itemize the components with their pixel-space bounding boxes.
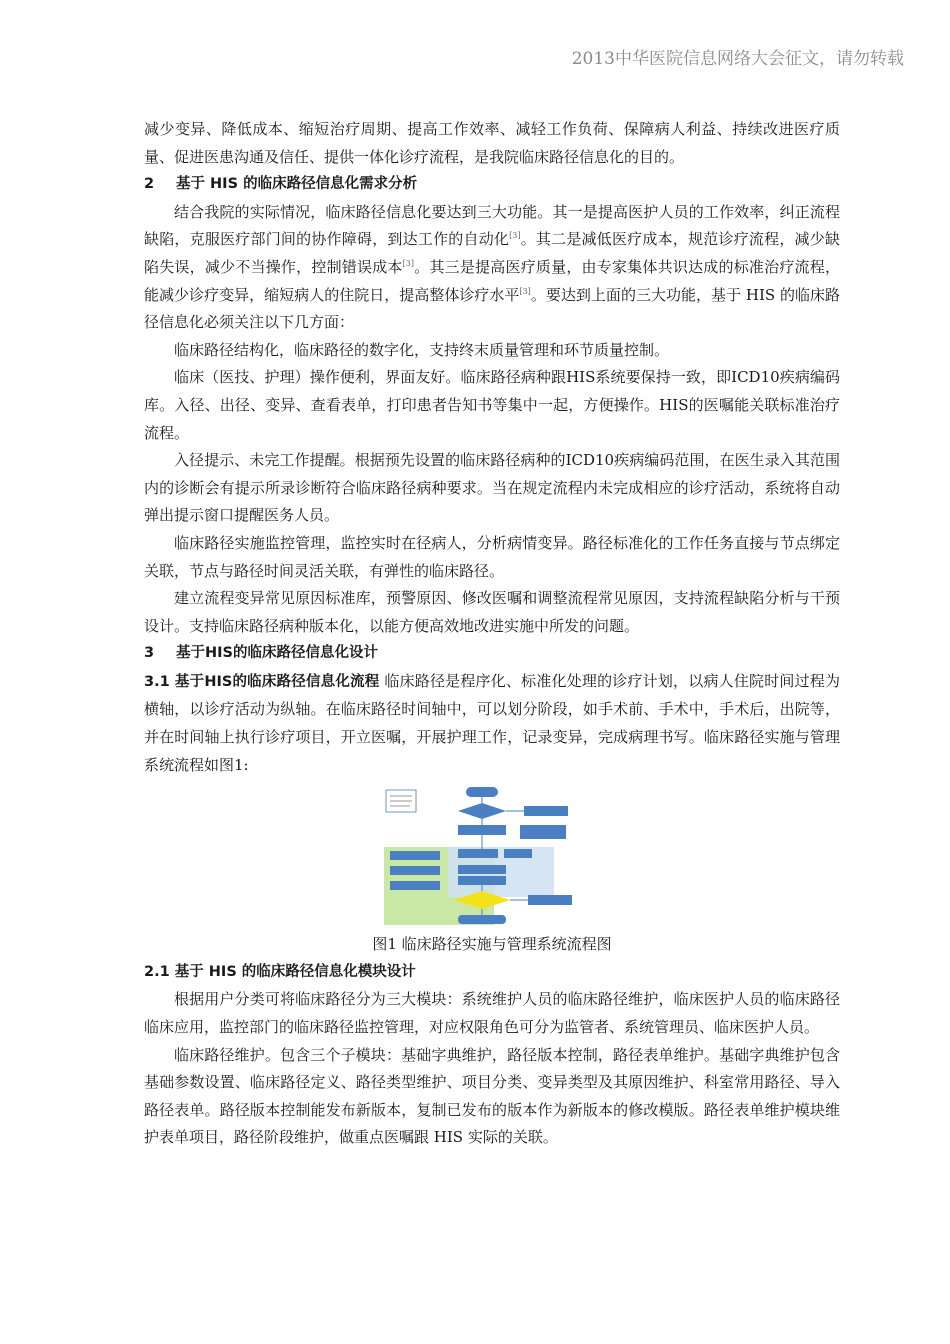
citation: [3] [402, 258, 414, 268]
subsection-title: 3.1 基于HIS的临床路径信息化流程 [144, 673, 380, 690]
paragraph-modules: 根据用户分类可将临床路径分为三大模块：系统维护人员的临床路径维护，临床医护人员的临床路径临床应用，监控部门的临床路径监控管理，对应权限角色可分为监管者、系统管理员、临床医护人员。 [144, 990, 840, 1037]
text-run: 。要达到上面的三大功能，基于 HIS 的临床路径信息化必须关注以下几方面： [144, 285, 840, 332]
subsection-2-1-heading: 2.1 基于 HIS 的临床路径信息化模块设计 [144, 963, 416, 980]
paragraph-variance: 建立流程变异常见原因标准库，预警原因、修改医嘱和调整流程常见原因，支持流程缺陷分析与干预设计。支持临床路径病种版本化，以能方便高效地改进实施中所发的问题。 [144, 589, 840, 635]
paragraph-monitoring: 临床路径实施监控管理，监控实时在径病人，分析病情变异。路径标准化的工作任务直接与节点绑定关联，节点与路径时间灵活关联，有弹性的临床路径。 [144, 533, 840, 580]
section-2-heading [144, 171, 840, 199]
section-title: 基于HIS的临床路径信息化设计 [176, 645, 378, 662]
page-header: 2013中华医院信息网络大会征文，请勿转载 [571, 49, 904, 69]
paragraph-reminders: 入径提示、未完工作提醒。根据预先设置的临床路径病种的ICD10疾病编码范围，在医生录入其范围内的诊断会有提示所录诊断符合临床路径病种要求。当在规定流程内未完成相应的诊疗活动，系统将自动弹出提示窗口提醒医务人员。 [144, 451, 840, 525]
paragraph-requirements [144, 199, 840, 337]
text-run: 。其二是减低医疗成本，规范诊疗流程，减少缺陷失误，减少不当操作，控制错误成本 [144, 230, 840, 276]
paragraph-maintenance: 临床路径维护。包含三个子模块：基础字典维护，路径版本控制，路径表单维护。基础字典维护包含基础参数设置、临床路径定义、路径类型维护、项目分类、变异类型及其原因维护、科室常用路径、导入路径表单。路径版本控制能发布新版本，复制已发布的版本作为新版本的修改模版。路径表单维护模块维护表单项目，路径阶段维护，做重点医嘱跟 HIS 实际的关联。 [144, 1045, 840, 1147]
flowchart-figure [384, 785, 594, 927]
intro-paragraph: 减少变异、降低成本、缩短治疗周期、提高工作效率、减轻工作负荷、保障病人利益、持续改进医疗质量、促进医患沟通及信任、提供一体化诊疗流程，是我院临床路径信息化的目的。 [144, 120, 840, 166]
text-run: 。其三是提高医疗质量，由专家集体共识达成的标准治疗流程，能减少诊疗变异，缩短病人的住院日，提高整体诊疗水平 [144, 257, 840, 304]
section-number: 2 [144, 176, 155, 193]
citation: [3] [519, 286, 531, 296]
citation: [3] [509, 231, 521, 241]
section-3-heading [144, 640, 840, 668]
paragraph-structured: 临床路径结构化，临床路径的数字化，支持终末质量管理和环节质量控制。 [174, 340, 670, 359]
text-run: 结合我院的实际情况，临床路径信息化要达到三大功能。其一是提高医护人员的工作效率，纠正流程缺陷，克服医疗部门间的协作障碍，到达工作的自动化 [144, 202, 840, 249]
paragraph-usability: 临床（医技、护理）操作便利，界面友好。临床路径病种跟HIS系统要保持一致，即ICD10疾病编码库。入径、出径、变异、查看表单，打印患者告知书等集中一起，方便操作。HIS的医嘱能关联标准治疗流程。 [144, 368, 840, 442]
section-title: 基于 HIS 的临床路径信息化需求分析 [176, 176, 418, 193]
subsection-text: 临床路径是程序化、标准化处理的诊疗计划，以病人住院时间过程为横轴，以诊疗活动为纵轴。在临床路径时间轴中，可以划分阶段，如手术前、手术中，手术后，出院等，并在时间轴上执行诊疗项目，开立医嘱，开展护理工作，记录变异，完成病理书写。临床路径实施与管理系统流程如图1: [144, 671, 840, 774]
flowchart-image [384, 785, 594, 927]
figure-caption: 图1 临床路径实施与管理系统流程图 [372, 935, 612, 954]
section-number: 3 [144, 645, 155, 662]
main-content [144, 116, 840, 1152]
subsection-3-1 [144, 668, 840, 779]
